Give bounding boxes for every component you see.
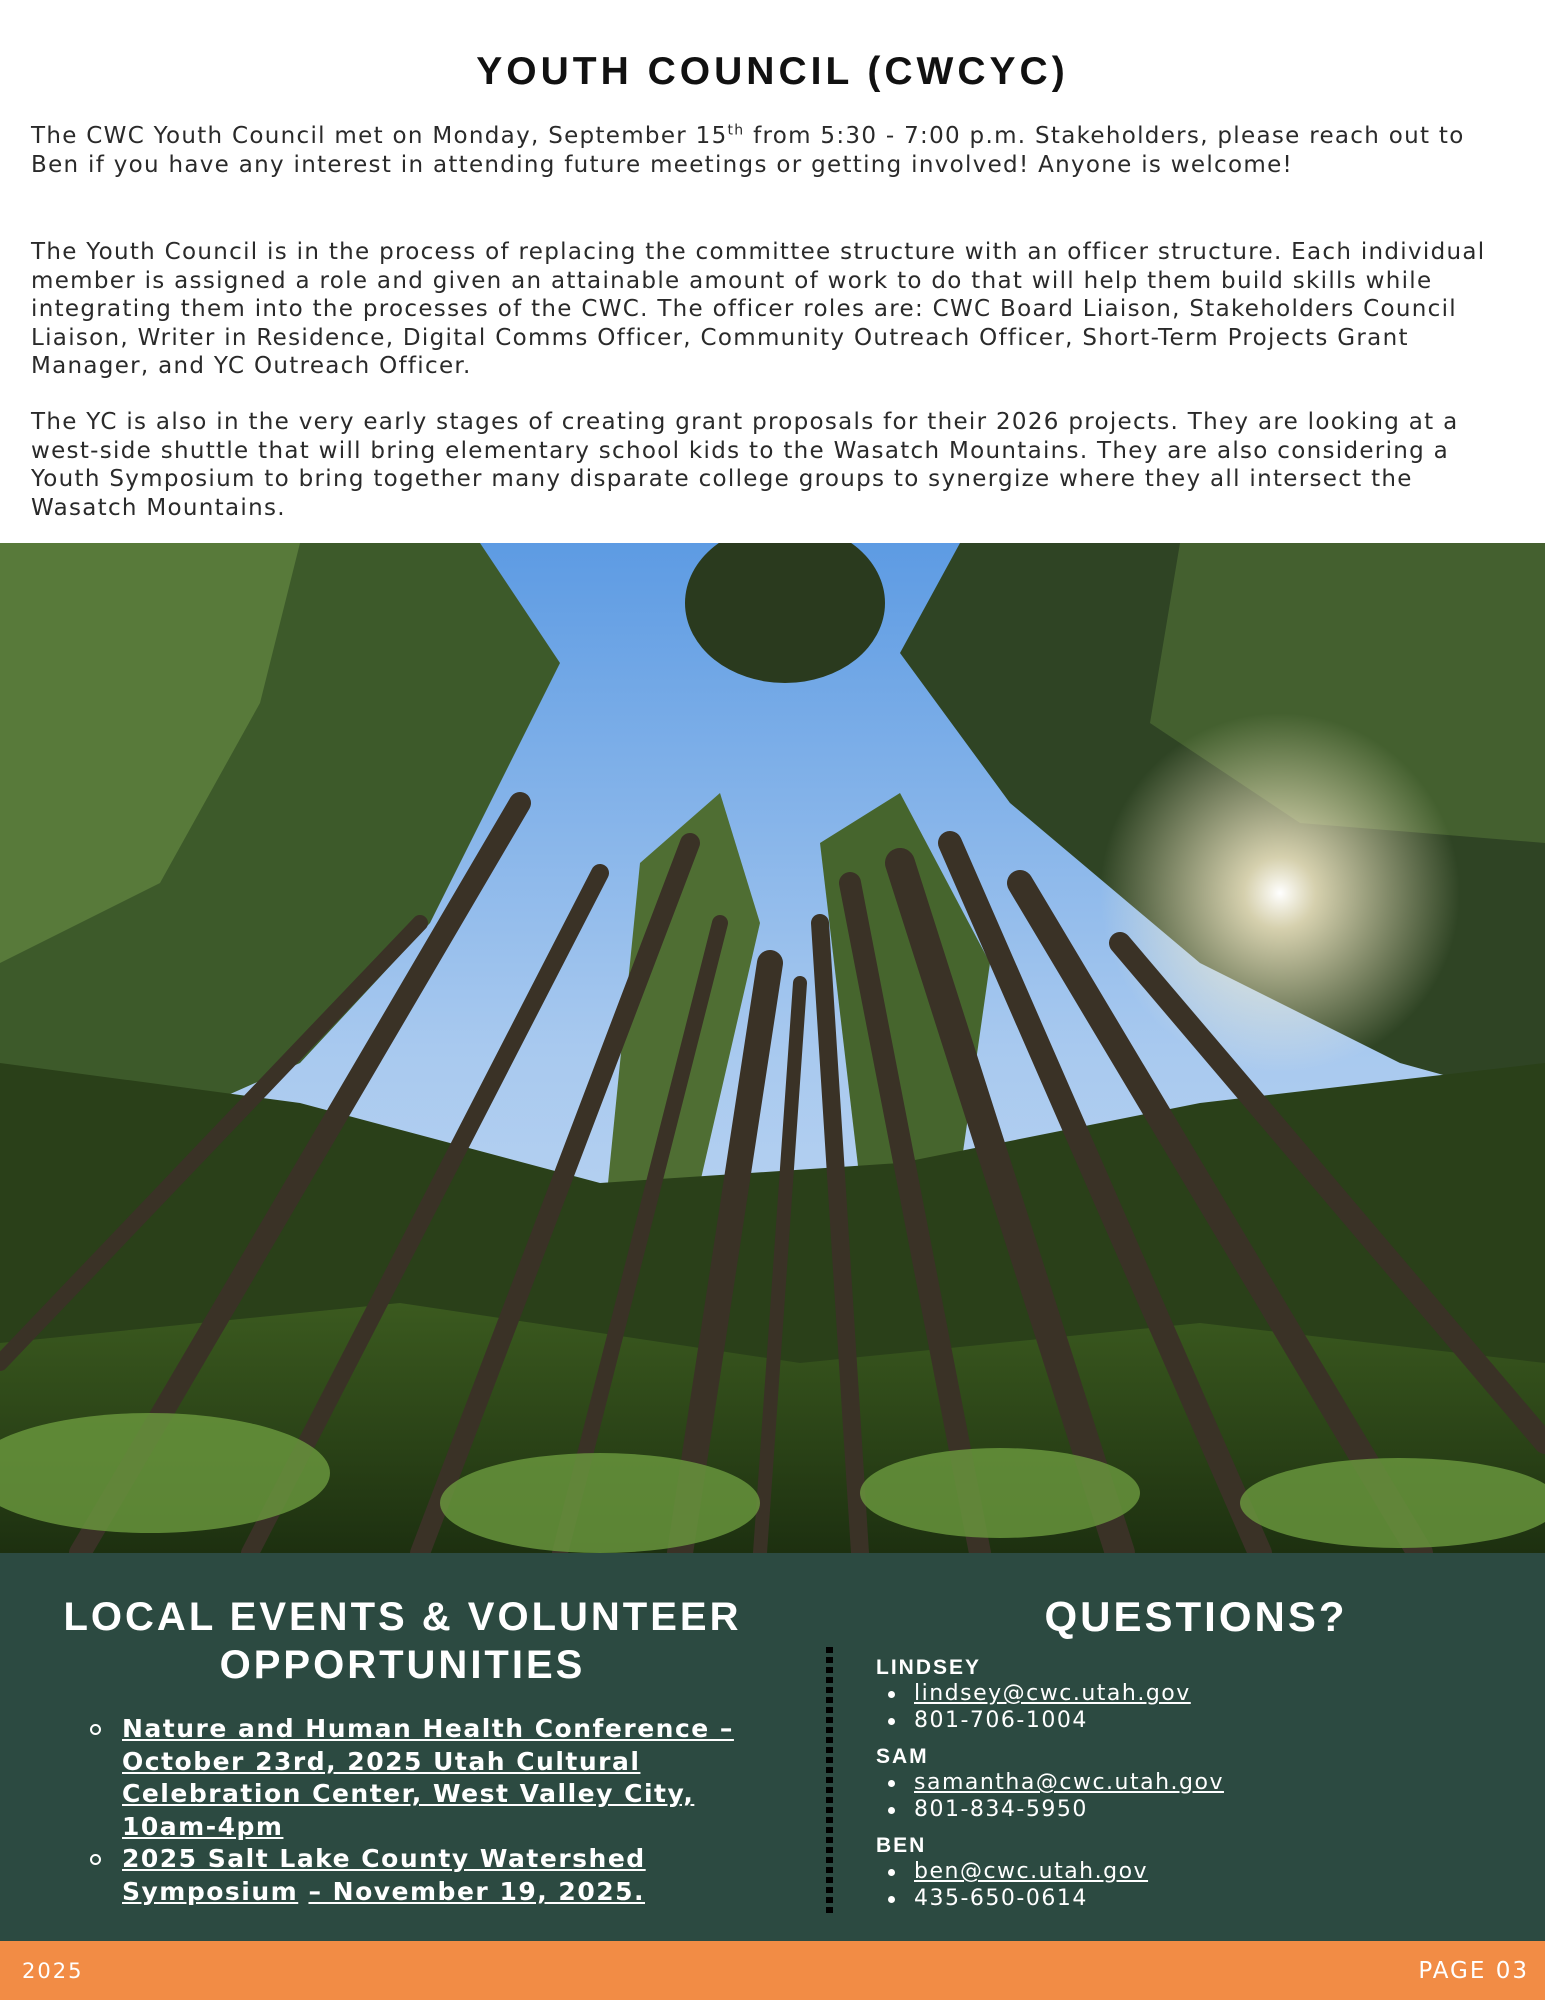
paragraph-meeting-end: from 5:30 - 7:00 p.m. Stakeholders, please reach out to Ben if you have any interest in attending future meetings or getting involved! Anyone is welcome! — [31, 123, 1465, 178]
contact-name: LINDSEY — [876, 1656, 982, 1679]
event-link-watershed-symposium[interactable]: 2025 Salt Lake County Watershed Symposium — [122, 1844, 646, 1906]
email-link-sam[interactable]: samantha@cwc.utah.gov — [914, 1770, 1224, 1795]
events-list — [90, 1713, 790, 1908]
phone-lindsey: 801-706-1004 — [914, 1707, 1088, 1733]
event-link-watershed-symposium-date[interactable]: – November 19, 2025. — [308, 1876, 646, 1906]
contact-lindsey — [876, 1655, 1516, 1734]
contact-name: SAM — [876, 1745, 929, 1768]
contact-name: BEN — [876, 1834, 927, 1857]
event-item — [90, 1843, 790, 1908]
page-footer — [0, 1941, 1545, 2000]
bullet-icon — [888, 1691, 895, 1698]
contacts-list — [876, 1655, 1516, 1922]
paragraph-grant-proposals: The YC is also in the very early stages of creating grant proposals for their 2026 projects. They are looking at a west-side shuttle that will bring elementary school kids to the Wasatch Mountains. They are also considering a Youth Symposium to bring together many disparate college groups to synergize where they all intersect the Wasatch Mountains. — [31, 409, 1459, 521]
bullet-icon — [888, 1896, 895, 1903]
email-link-lindsey[interactable]: lindsey@cwc.utah.gov — [914, 1681, 1191, 1706]
dotted-divider — [826, 1647, 833, 1913]
contact-phone-item — [876, 1797, 1516, 1824]
bullet-icon — [888, 1807, 895, 1814]
circle-bullet-icon — [90, 1724, 101, 1735]
bullet-icon — [888, 1869, 895, 1876]
events-heading — [20, 1593, 785, 1689]
events-heading-line1: LOCAL EVENTS & VOLUNTEER — [63, 1595, 742, 1639]
footer-year: 2025 — [22, 1959, 84, 1983]
contact-ben — [876, 1833, 1516, 1912]
page-number: PAGE 03 — [1418, 1958, 1529, 1984]
contact-email-item — [876, 1681, 1516, 1708]
contact-phone-item — [876, 1708, 1516, 1735]
ordinal-suffix: th — [727, 122, 745, 139]
info-panel — [0, 1553, 1545, 1941]
questions-heading: QUESTIONS? — [1044, 1593, 1348, 1640]
circle-bullet-icon — [90, 1854, 101, 1865]
bullet-icon — [888, 1780, 895, 1787]
contact-sam — [876, 1744, 1516, 1823]
events-heading-line2: OPPORTUNITIES — [219, 1643, 586, 1687]
contact-email-item — [876, 1770, 1516, 1797]
forest-illustration — [0, 543, 1545, 1553]
contact-email-item — [876, 1859, 1516, 1886]
phone-ben: 435-650-0614 — [914, 1885, 1088, 1911]
forest-canopy-photo — [0, 543, 1545, 1553]
paragraph-meeting — [31, 122, 1521, 179]
page-title: YOUTH COUNCIL (CWCYC) — [476, 50, 1069, 93]
contact-phone-item — [876, 1886, 1516, 1913]
event-link-nature-health-conference[interactable]: Nature and Human Health Conference – October 23rd, 2025 Utah Cultural Celebration Center, West Valley City, 10am-4pm — [122, 1714, 734, 1841]
email-link-ben[interactable]: ben@cwc.utah.gov — [914, 1859, 1149, 1884]
phone-sam: 801-834-5950 — [914, 1796, 1088, 1822]
paragraph-meeting-start: The CWC Youth Council met on Monday, September 15 — [31, 123, 728, 149]
paragraph-officer-structure: The Youth Council is in the process of replacing the committee structure with an officer structure. Each individual member is assigned a role and given an attainable amount of work to do that will help them build skills while integrating them into the processes of the CWC. The officer roles are: CWC Board Liaison, Stakeholders Council Liaison, Writer in Residence, Digital Comms Officer, Community Outreach Officer, Short-Term Projects Grant Manager, and YC Outreach Officer. — [31, 239, 1486, 379]
bullet-icon — [888, 1718, 895, 1725]
event-item — [90, 1713, 790, 1843]
